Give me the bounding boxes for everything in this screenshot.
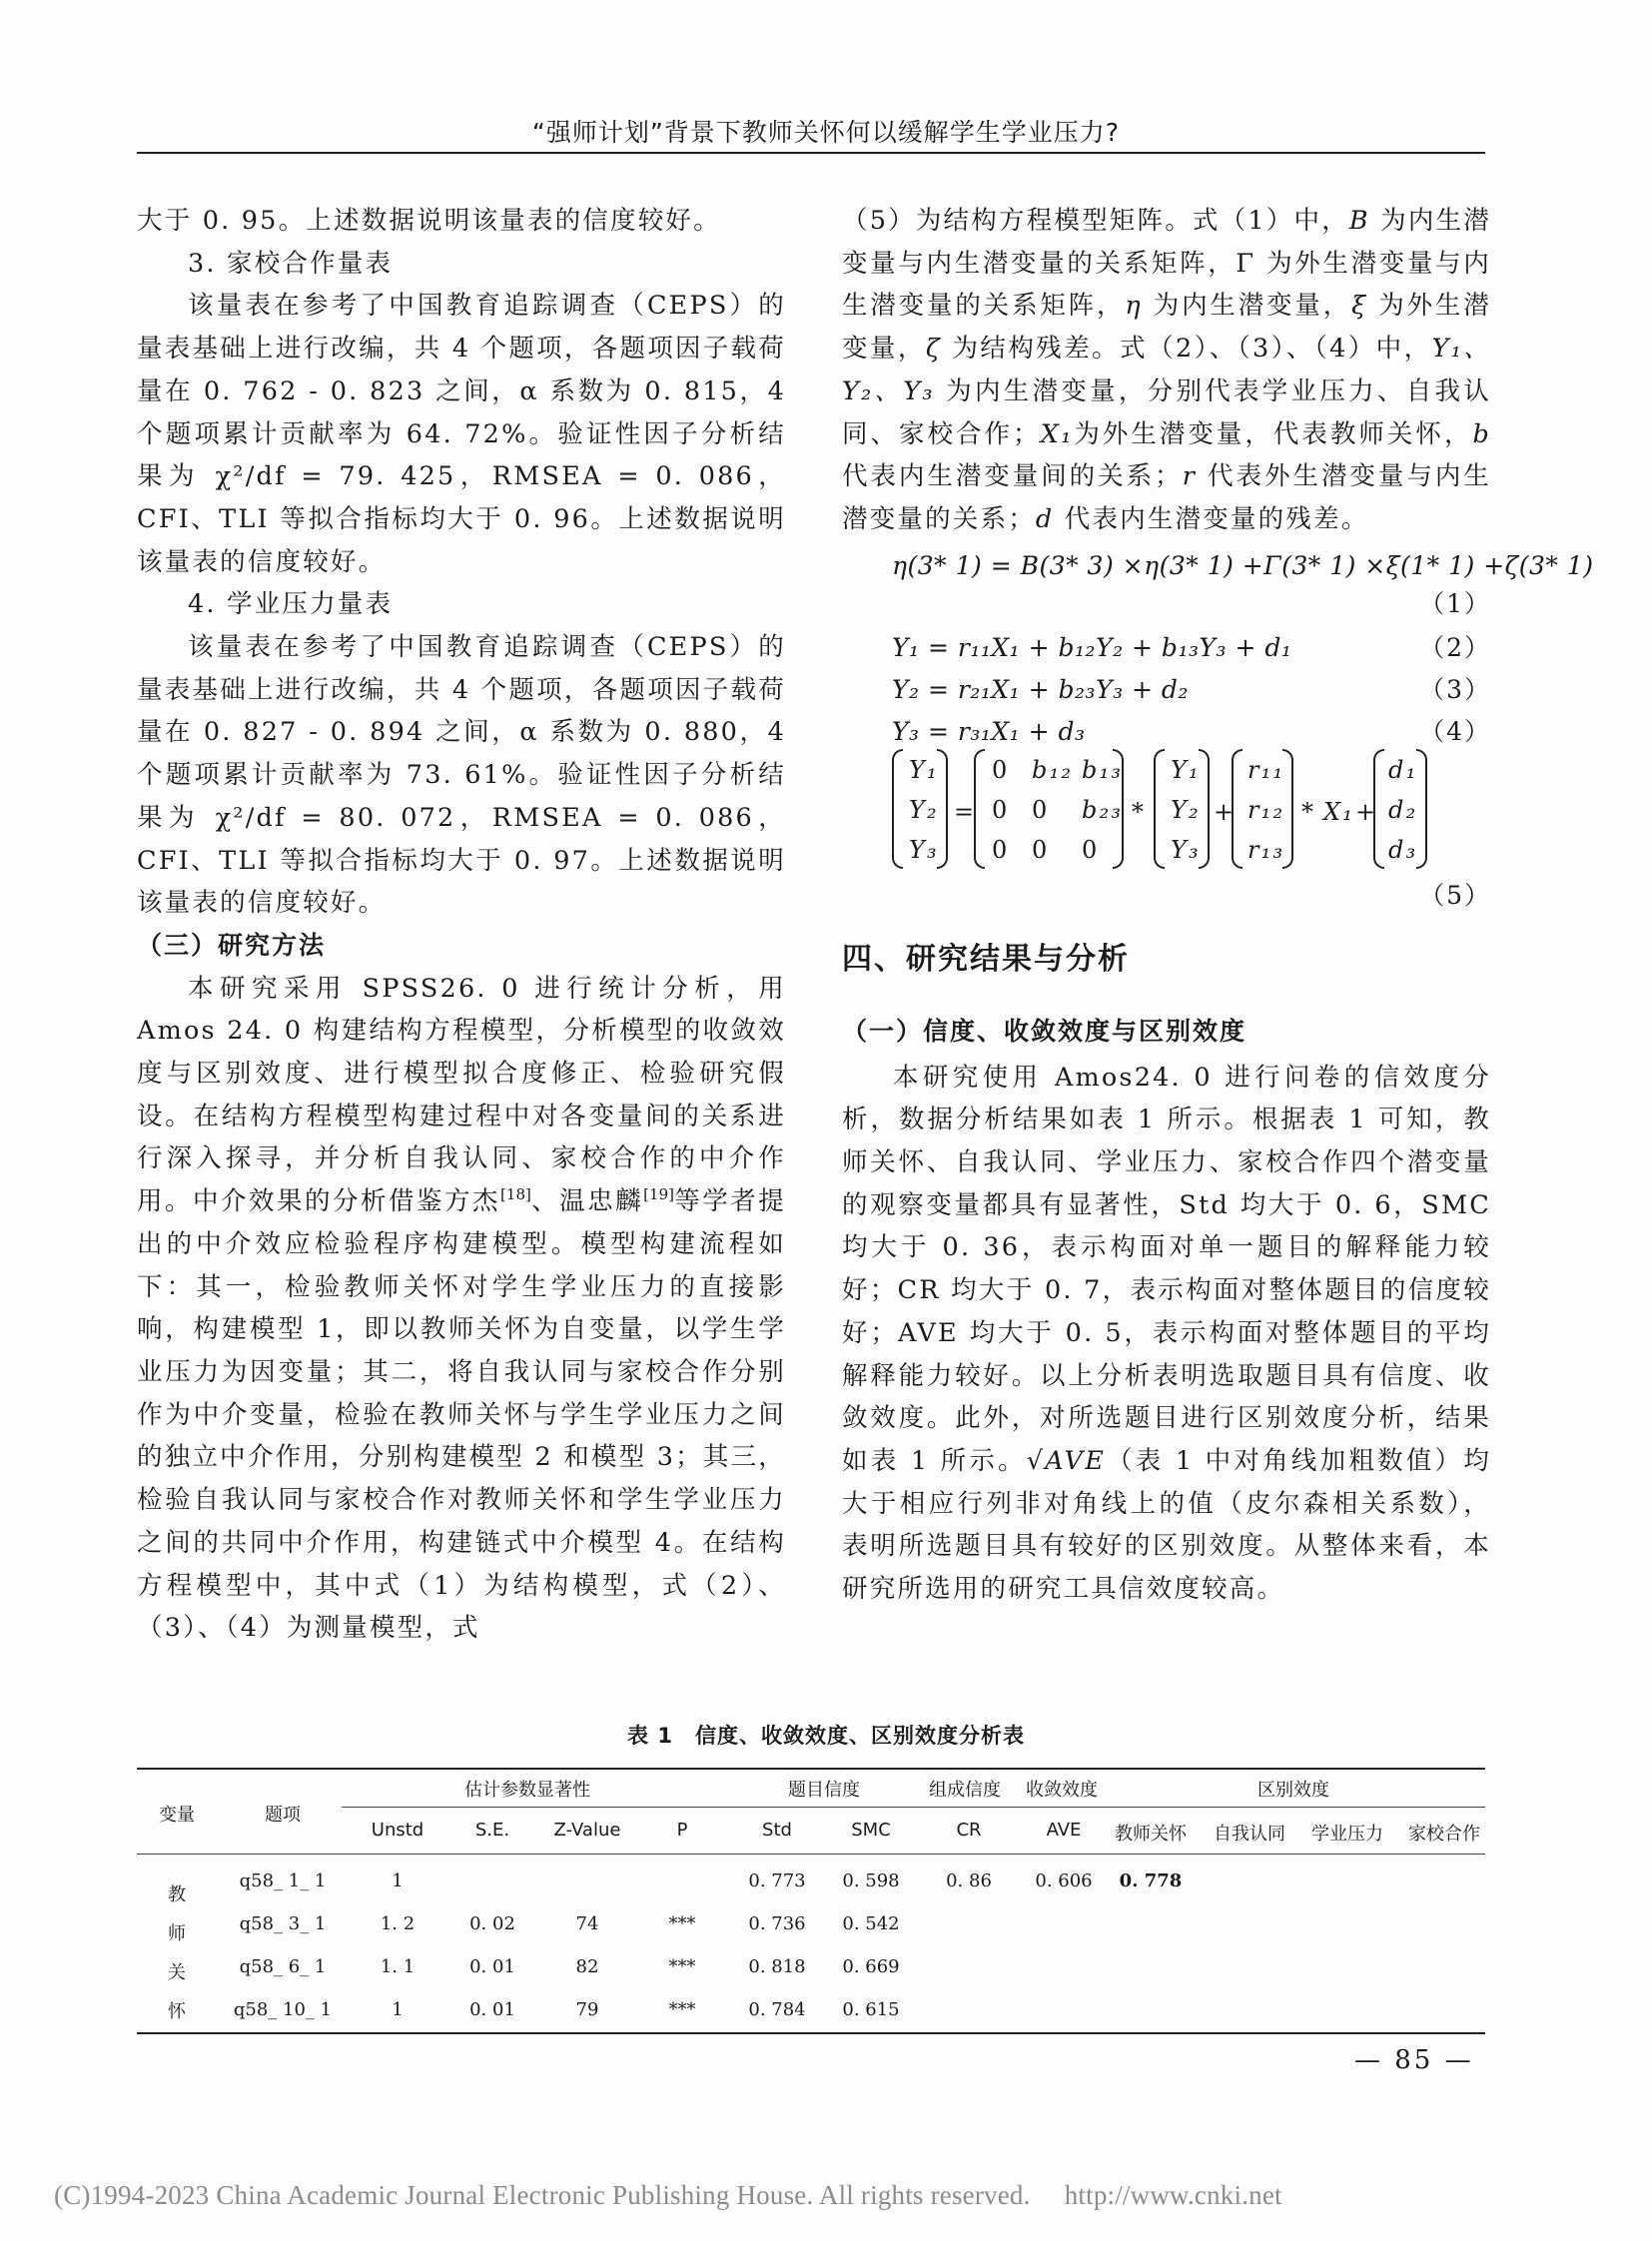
- matrix-cell: 0: [992, 755, 1010, 784]
- equation-2: [842, 623, 1491, 665]
- table-top-rule: [137, 1768, 1485, 1770]
- equation-text: Y₃ = r₃₁X₁ + d₃: [892, 716, 1086, 746]
- equation-number-text: （1）: [1419, 588, 1491, 618]
- equation-number: （3）: [1419, 674, 1491, 704]
- table-cell-item: q58_ 6_ 1: [239, 1956, 327, 1977]
- column-header: AVE: [1046, 1820, 1082, 1841]
- table-cell: 0. 598: [842, 1870, 900, 1891]
- matrix-cell: Y₂: [1171, 795, 1201, 824]
- matrix-x: X₁: [1323, 797, 1355, 826]
- table-cell: 0. 542: [842, 1913, 900, 1934]
- matrix-y: [1154, 749, 1210, 869]
- times-sign: *: [1301, 797, 1316, 826]
- matrix-cell: 0: [1082, 835, 1100, 864]
- matrix-r: [1232, 749, 1293, 869]
- paragraph: [842, 200, 1491, 541]
- matrix-cell: Y₁: [909, 755, 939, 784]
- column-header: 自我认同: [1214, 1824, 1285, 1845]
- text: 为内生潜变量，分别代表学业压力、自我认同、家校合作；: [842, 375, 1491, 449]
- equals-sign: =: [954, 797, 977, 826]
- equation-number: （4）: [1419, 716, 1491, 746]
- text: 本研究使用 Amos24. 0 进行问卷的信效度分析，数据分析结果如表 1 所示。根据表 1 可知，教师关怀、自我认同、学业压力、家校合作四个潜变量的观察变量都具有显著性，Std 均大于 0. 6，SMC 均大于 0. 36，表示构面对单一题目的解释能力较好；CR 均大于 0. 7，表示构面对整体题目的信度较好；AVE 均大于 0. 5，表示构面对整体题目的平均解释能力较好。以上分析表明选取题目具有信度、收敛效度。此外，对所选题目进行区别效度分析，结果如表 1 所示。: [842, 1062, 1491, 1476]
- variable-char: 怀: [168, 2001, 186, 2022]
- matrix-cell: b₁₂: [1032, 755, 1074, 784]
- text: 、温忠麟: [530, 1186, 644, 1217]
- text: 为内生潜变量与内生潜变量的关系矩阵，Γ 为外生潜变量与内生潜变量的关系矩阵，: [842, 206, 1491, 322]
- right-column: [842, 200, 1594, 1611]
- matrix-cell: d₁: [1388, 755, 1418, 784]
- column-header: 组成信度: [929, 1780, 1001, 1801]
- matrix-lhs: [892, 749, 948, 869]
- table-cell: 0. 01: [469, 1956, 515, 1977]
- paragraph: 该量表在参考了中国教育追踪调查（CEPS）的量表基础上进行改编，共 4 个题项，各题项因子载荷量在 0. 762 - 0. 823 之间，α 系数为 0. 815，4 个题项累计贡献率为 64. 72%。验证性因子分析结果为 χ²/df = 79. 425，RMSEA = 0. 086，CFI、TLI 等拟合指标均大于 0. 96。上述数据说明该量表的信度较好。: [137, 291, 786, 577]
- column-header: CR: [956, 1820, 982, 1841]
- equation-number: [842, 583, 1491, 623]
- paragraph: 该量表在参考了中国教育追踪调查（CEPS）的量表基础上进行改编，共 4 个题项，各题项因子载荷量在 0. 827 - 0. 894 之间，α 系数为 0. 880，4 个题项累计贡献率为 73. 61%。验证性因子分析结果为 χ²/df = 80. 072，RMSEA = 0. 086，CFI、TLI 等拟合指标均大于 0. 97。上述数据说明该量表的信度较好。: [137, 632, 786, 919]
- table-cell: 0. 02: [469, 1913, 515, 1934]
- table-cell: 1. 2: [380, 1913, 415, 1934]
- variable-char: 师: [168, 1923, 186, 1944]
- matrix-cell: d₂: [1388, 795, 1418, 824]
- times-sign: *: [1132, 797, 1147, 826]
- paragraph: [137, 968, 786, 1650]
- table-cell: 79: [575, 1999, 599, 2020]
- column-header: 收敛效度: [1026, 1780, 1098, 1801]
- matrix-cell: Y₁: [1171, 755, 1201, 784]
- table-cell-item: q58_ 1_ 1: [239, 1870, 327, 1891]
- equation-text: Y₂ = r₂₁X₁ + b₂₃Y₃ + d₂: [892, 674, 1189, 704]
- section-heading: 四、研究结果与分析: [842, 941, 1130, 977]
- matrix-cell: Y₃: [909, 835, 939, 864]
- column-header: Unstd: [371, 1820, 424, 1841]
- column-header: 学业压力: [1311, 1824, 1383, 1845]
- page-number: — 85 —: [1354, 2045, 1474, 2075]
- matrix-b: [974, 749, 1124, 869]
- text: 为结构残差。式（2）、（3）、（4）中，: [941, 334, 1432, 365]
- copyright-footer: (C)1994-2023 China Academic Journal Electronic Publishing House. All rights reserved. http://www.cnki.net: [54, 2180, 1282, 2210]
- symbol: d: [1035, 503, 1055, 534]
- matrix-cell: Y₃: [1171, 835, 1201, 864]
- equation-number-text: （5）: [1419, 880, 1491, 910]
- column-header: 题项: [265, 1805, 301, 1826]
- table-header-rule: [342, 1807, 1485, 1808]
- table-title: 表 1 信度、收敛效度、区别效度分析表: [627, 1724, 1025, 1748]
- text: 代表内生潜变量间的关系；: [842, 461, 1183, 492]
- symbol: X₁: [1040, 418, 1074, 449]
- table-cell: 1: [392, 1999, 404, 2020]
- column-header: 估计参数显著性: [464, 1780, 590, 1801]
- text: （表 1 中对角线加粗数值）均大于相应行列非对角线上的值（皮尔森相关系数），表明所选题目具有较好的区别效度。从整体来看，本研究所选用的研究工具信效度较高。: [842, 1445, 1491, 1605]
- table-cell: 0. 778: [1119, 1870, 1183, 1891]
- symbol: B: [1348, 206, 1370, 236]
- table-cell: 0. 01: [469, 1999, 515, 2020]
- equation-text: Y₁ = r₁₁X₁ + b₁₂Y₂ + b₁₃Y₃ + d₁: [892, 632, 1292, 662]
- matrix-cell: 0: [1032, 835, 1050, 864]
- equation-text: η(3* 1) = B(3* 3) ×η(3* 1) +Γ(3* 1) ×ξ(1* 1) +ζ(3* 1): [892, 550, 1594, 580]
- symbol: r: [1182, 461, 1198, 492]
- text: 代表内生潜变量的残差。: [1054, 503, 1369, 534]
- symbol: ζ: [925, 334, 942, 365]
- table-cell: ***: [668, 1999, 696, 2020]
- column-header: 教师关怀: [1115, 1824, 1187, 1845]
- plus-sign: +: [1355, 797, 1378, 826]
- equation-1: [842, 541, 1594, 583]
- matrix-cell: r₁₃: [1247, 835, 1285, 864]
- matrix-cell: Y₂: [909, 795, 939, 824]
- column-header: 变量: [159, 1805, 195, 1826]
- table-cell-item: q58_ 10_ 1: [233, 1999, 333, 2020]
- column-header: Std: [762, 1820, 792, 1841]
- text: 等学者提出的中介效应检验程序构建模型。模型构建流程如下：其一，检验教师关怀对学生学业压力的直接影响，构建模型 1，即以教师关怀为自变量，以学生学业压力为因变量；其二，将自我认同与家校合作分别作为中介变量，检验在教师关怀与学生学业压力之间的独立中介作用，分别构建模型 2 和模型 3；其三，检验自我认同与家校合作对教师关怀和学生学业压力之间的共同中介作用，构建链式中介模型 4。在结构方程模型中，其中式（1）为结构模型，式（2）、（3）、（4）为测量模型，式: [137, 1186, 786, 1644]
- text: 为内生潜变量，: [1142, 291, 1352, 322]
- table-cell: 0. 818: [748, 1956, 806, 1977]
- equation-number: [842, 875, 1491, 915]
- table-cell: 74: [575, 1913, 599, 1934]
- equation-4: [842, 707, 1491, 749]
- column-header: 区别效度: [1257, 1780, 1329, 1801]
- table-cell: 0. 669: [842, 1956, 900, 1977]
- text: 为外生潜变量，代表教师关怀，: [1073, 418, 1473, 449]
- table-cell: ***: [668, 1913, 696, 1934]
- column-header: Z-Value: [553, 1820, 621, 1841]
- table-cell: 1: [392, 1870, 404, 1891]
- table-cell: ***: [668, 1956, 696, 1977]
- sqrt-ave: √AVE: [1026, 1445, 1107, 1476]
- matrix-cell: r₁₂: [1247, 795, 1285, 824]
- symbol: b: [1472, 418, 1491, 449]
- table-cell: 0. 606: [1035, 1870, 1093, 1891]
- citation-link[interactable]: [18]: [500, 1185, 531, 1204]
- matrix-cell: d₃: [1388, 835, 1418, 864]
- symbol: η: [1125, 291, 1143, 322]
- paragraph: 大于 0. 95。上述数据说明该量表的信度较好。: [137, 206, 721, 236]
- text: 本研究采用 SPSS26. 0 进行统计分析，用 Amos 24. 0 构建结构方程模型，分析模型的收敛效度与区别效度、进行模型拟合度修正、检验研究假设。在结构方程模型构建过程中对各变量间的关系进行深入探寻，并分析自我认同、家校合作的中介作用。中介效果的分析借鉴方杰: [137, 973, 786, 1217]
- matrix-cell: r₁₁: [1247, 755, 1285, 784]
- subheading: 3. 家校合作量表: [188, 248, 394, 279]
- table-cell: 0. 615: [842, 1999, 900, 2020]
- equation-3: [842, 665, 1491, 707]
- column-header: 题目信度: [788, 1780, 860, 1801]
- equation-number: （2）: [1419, 632, 1491, 662]
- matrix-equation-5: [892, 749, 1491, 869]
- table-bottom-rule: [137, 2032, 1485, 2034]
- subsection-heading: （一）信度、收敛效度与区别效度: [842, 1016, 1247, 1046]
- column-header: SMC: [851, 1820, 891, 1841]
- table-cell-item: q58_ 3_ 1: [239, 1913, 327, 1934]
- symbol: ξ: [1351, 291, 1368, 322]
- symbol: Y₁、Y₂、Y₃: [842, 334, 1491, 406]
- matrix-cell: 0: [992, 795, 1010, 824]
- table-cell: 0. 86: [946, 1870, 992, 1891]
- matrix-cell: 0: [992, 835, 1010, 864]
- matrix-cell: b₂₃: [1082, 795, 1124, 824]
- running-header: “强师计划”背景下教师关怀何以缓解学生学业压力?: [531, 118, 1121, 147]
- citation-link[interactable]: [19]: [643, 1185, 674, 1204]
- header-rule: [137, 152, 1485, 154]
- text: 为外生潜变量，: [842, 291, 1491, 365]
- table-cell: 1. 1: [380, 1956, 415, 1977]
- table-cell: 82: [575, 1956, 599, 1977]
- plus-sign: +: [1214, 797, 1237, 826]
- table-cell: 0. 784: [748, 1999, 806, 2020]
- column-header: S.E.: [474, 1820, 510, 1841]
- table-header-bottom-rule: [137, 1854, 1485, 1855]
- matrix-cell: b₁₃: [1082, 755, 1124, 784]
- text: （5）为结构方程模型矩阵。式（1）中，: [842, 206, 1349, 236]
- subheading: 4. 学业压力量表: [188, 589, 394, 620]
- section-heading: （三）研究方法: [137, 930, 327, 960]
- matrix-cell: 0: [1032, 795, 1050, 824]
- column-header: 家校合作: [1408, 1824, 1480, 1845]
- table-cell: 0. 773: [748, 1870, 806, 1891]
- column-header: P: [676, 1820, 688, 1841]
- left-column: [137, 200, 786, 1650]
- variable-char: 教: [168, 1884, 186, 1905]
- paragraph: [842, 1057, 1491, 1611]
- variable-char: 关: [168, 1962, 186, 1983]
- matrix-d: [1373, 749, 1427, 869]
- text: 代表外生潜变量与内生潜变量的关系；: [842, 461, 1491, 534]
- table-cell: 0. 736: [748, 1913, 806, 1934]
